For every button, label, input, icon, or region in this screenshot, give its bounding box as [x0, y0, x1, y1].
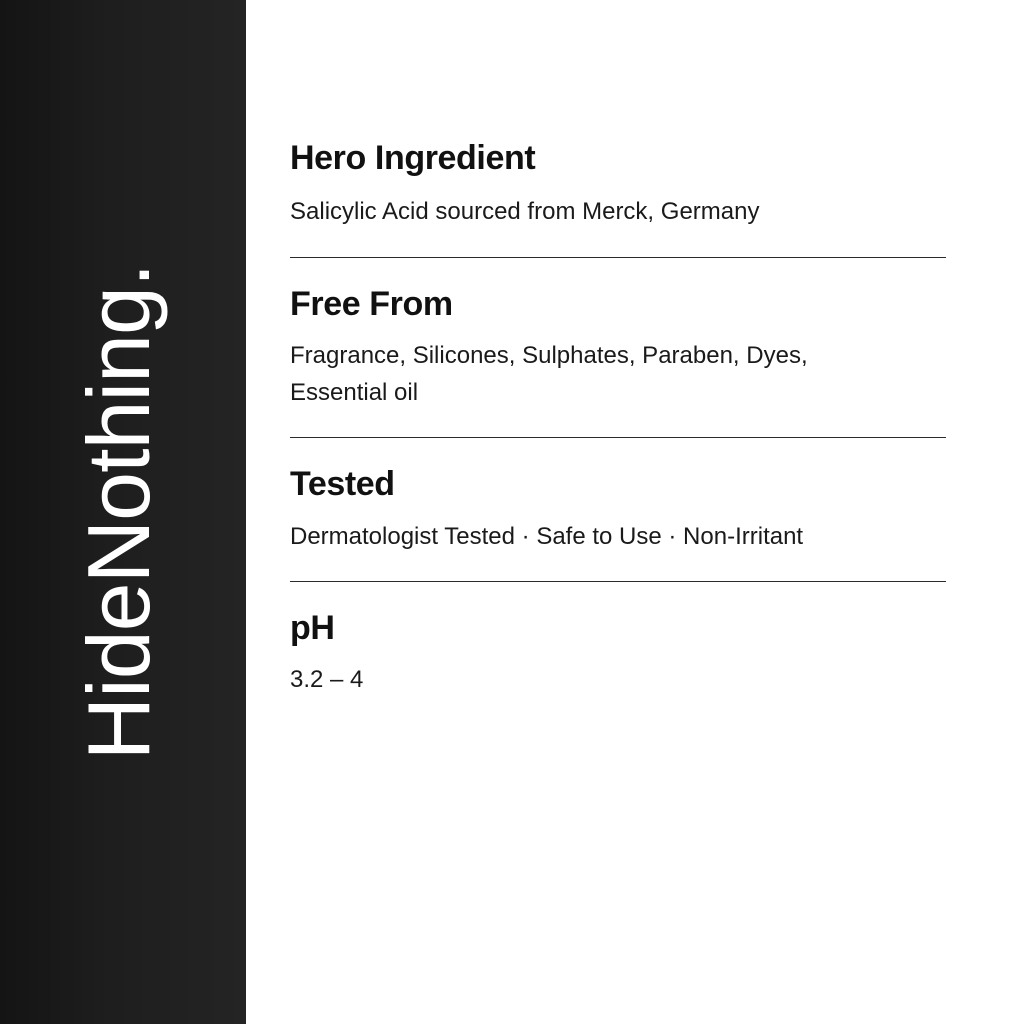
spec-item-hero-ingredient [290, 140, 946, 231]
brand-side-band [0, 0, 246, 1024]
spec-body: Salicylic Acid sourced from Merck, Germany [290, 198, 760, 226]
spec-item-free-from [290, 286, 946, 412]
spec-divider [290, 581, 946, 582]
spec-body: 3.2 – 4 [290, 666, 364, 694]
spec-title: Free From [290, 284, 453, 323]
spec-title: Hero Ingredient [290, 139, 536, 177]
spec-body: Dermatologist Tested · Safe to Use · Non-Irritant [290, 522, 804, 550]
spec-list [290, 140, 946, 699]
brand-vertical-label: HideNothing. [69, 263, 168, 761]
spec-title: pH [290, 608, 335, 647]
spec-item-tested [290, 466, 946, 555]
spec-body: Fragrance, Silicones, Sulphates, Paraben, Dyes, Essential oil [290, 341, 808, 407]
spec-item-ph [290, 610, 946, 699]
spec-divider [290, 257, 946, 258]
spec-content [246, 0, 1024, 1024]
spec-divider [290, 437, 946, 438]
spec-title: Tested [290, 465, 395, 504]
